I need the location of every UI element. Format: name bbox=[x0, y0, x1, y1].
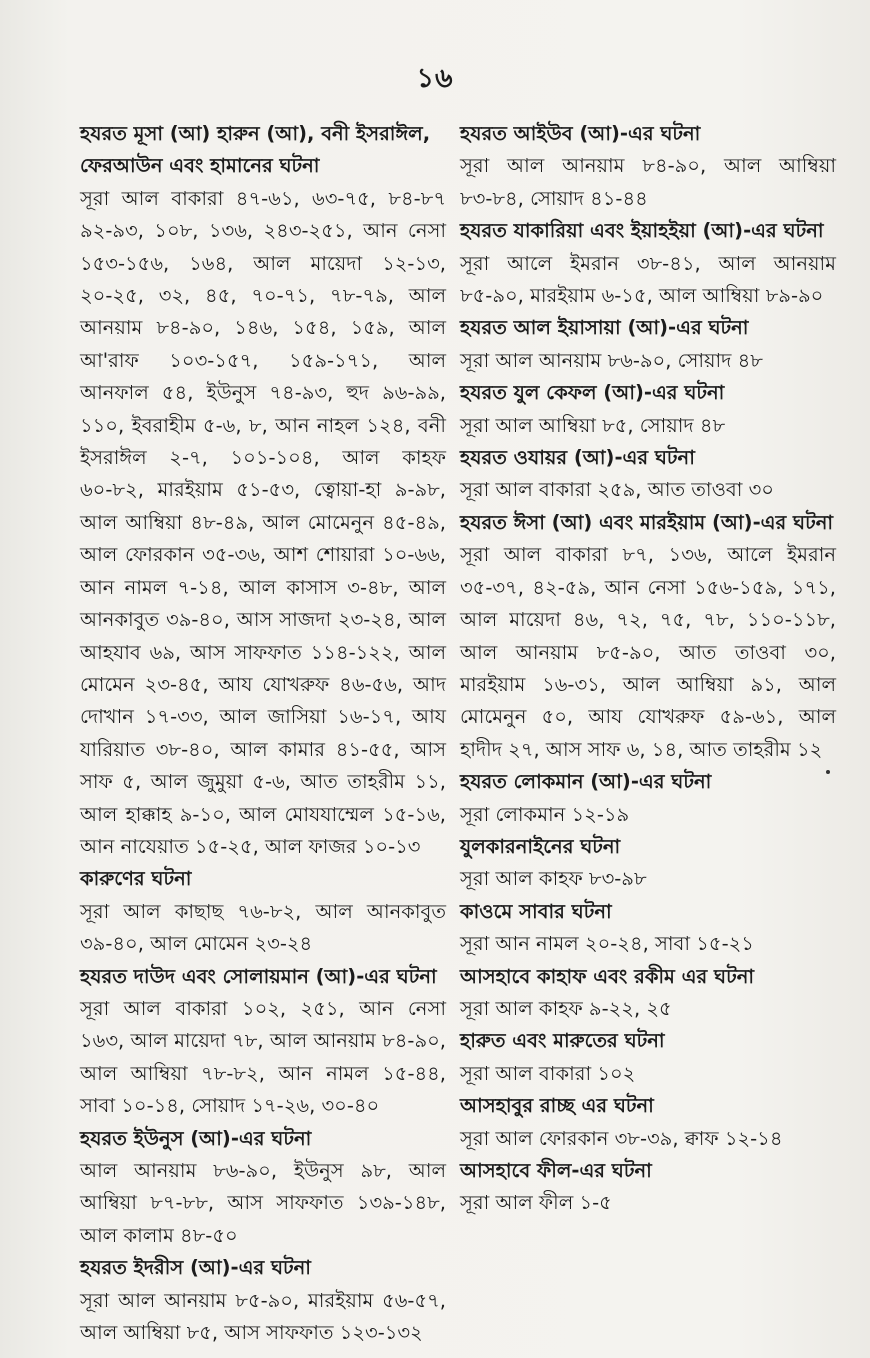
entry-refs: সূরা আল বাকারা ৪৭-৬১, ৬৩-৭৫, ৮৪-৮৭ ৯২-৯৩, ১০৮, ১৩৬, ২৪৩-২৫১, আন নেসা ১৫৩-১৫৬, ১৬৪, আল মায়েদা ১২-১৩, ২০-২৫, ৩২, ৪৫, ৭০-৭১, ৭৮-৭৯, আল আনয়াম ৮৪-৯০, ১৪৬, ১৫৪, ১৫৯, আল আ'রাফ ১০৩-১৫৭, ১৫৯-১৭১, আল আনফাল ৫৪, ইউনুস ৭৪-৯৩, হুদ ৯৬-৯৯, ১১০, ইবরাহীম ৫-৬, ৮, আন নাহল ১২৪, বনী ইসরাঈল ২-৭, ১০১-১০৪, আল কাহফ ৬০-৮২, মারইয়াম ৫১-৫৩, ত্বোয়া-হা ৯-৯৮, আল আম্বিয়া ৪৮-৪৯, আল মোমেনুন ৪৫-৪৯, আল ফোরকান ৩৫-৩৬, আশ শোয়ারা ১০-৬৬, আন নামল ৭-১৪, আল কাসাস ৩-৪৮, আল আনকাবুত ৩৯-৪০, আস সাজদা ২৩-২৪, আল আহযাব ৬৯, আস সাফফাত ১১৪-১২২, আল মোমেন ২৩-৪৫, আয যোখরুফ ৪৬-৫৬, আদ দোখান ১৭-৩৩, আল জাসিয়া ১৬-১৭, আয যারিয়াত ৩৮-৪০, আল কামার ৪১-৫৫, আস সাফ ৫, আল জুমুয়া ৫-৬, আত তাহরীম ১১, আল হাক্কাহ ৯-১০, আল মোযযাম্মেল ১৫-১৬, আন নাযেয়াত ১৫-২৫, আল ফাজর ১০-১৩ bbox=[80, 186, 446, 858]
entry-isa-maryam bbox=[460, 507, 836, 766]
entry-zulkifl bbox=[460, 377, 836, 442]
entry-heading: কারুণের ঘটনা bbox=[80, 867, 192, 891]
entry-heading: আসহাবুর রাচ্ছ এর ঘটনা bbox=[460, 1094, 654, 1118]
entry-refs: সূরা আল বাকারা ৮৭, ১৩৬, আলে ইমরান ৩৫-৩৭, ৪২-৫৯, আন নেসা ১৫৬-১৫৯, ১৭১, আল মায়েদা ৪৬, ৭২, ৭৫, ৭৮, ১১০-১১৮, আল আনয়াম ৮৫-৯০, আত তাওবা ৩০, মারইয়াম ১৬-৩১, আল আম্বিয়া ৯১, আল মোমেনুন ৫০, আয যোখরুফ ৫৯-৬১, আল হাদীদ ২৭, আস সাফ ৬, ১৪, আত তাহরীম ১২ bbox=[460, 543, 836, 761]
entry-refs: সূরা আল বাকারা ১০২, ২৫১, আন নেসা ১৬৩, আল মায়েদা ৭৮, আল আনয়াম ৮৪-৯০, আল আম্বিয়া ৭৮-৮২, আন নামল ১৫-৪৪, সাবা ১০-১৪, সোয়াদ ১৭-২৬, ৩০-৪০ bbox=[80, 996, 446, 1118]
entry-heading: হযরত আইউব (আ)-এর ঘটনা bbox=[460, 122, 701, 145]
entry-ashab-kahf bbox=[460, 961, 836, 1026]
entry-daud-solayman bbox=[80, 961, 446, 1123]
right-column bbox=[460, 118, 836, 1220]
entry-refs: আল আনয়াম ৮৬-৯০, ইউনুস ৯৮, আল আম্বিয়া ৮৭-৮৮, আস সাফফাত ১৩৯-১৪৮, আল কালাম ৪৮-৫০ bbox=[80, 1159, 446, 1247]
entry-yunus bbox=[80, 1123, 446, 1253]
entry-heading: আসহাবে ফীল-এর ঘটনা bbox=[460, 1159, 652, 1182]
entry-refs: সূরা আন নামল ২০-২৪, সাবা ১৫-২১ bbox=[460, 932, 754, 956]
entry-zakariya-yahya bbox=[460, 215, 836, 312]
page-number: ১৬ bbox=[416, 63, 454, 94]
entry-refs: সূরা আল আনয়াম ৮৬-৯০, সোয়াদ ৪৮ bbox=[460, 348, 763, 372]
entry-refs: সূরা আল আম্বিয়া ৮৫, সোয়াদ ৪৮ bbox=[460, 413, 726, 437]
entry-heading: হযরত ওযায়র (আ)-এর ঘটনা bbox=[460, 446, 695, 470]
entry-heading: কাওমে সাবার ঘটনা bbox=[460, 899, 612, 923]
entry-heading: আসহাবে কাহাফ এবং রকীম এর ঘটনা bbox=[460, 964, 754, 988]
entry-refs: সূরা আল বাকারা ২৫৯, আত তাওবা ৩০ bbox=[460, 478, 774, 502]
entry-heading: হযরত লোকমান (আ)-এর ঘটনা bbox=[460, 770, 712, 794]
entry-alyasa bbox=[460, 312, 836, 377]
entry-refs: সূরা আল ফোরকান ৩৮-৩৯, ক্বাফ ১২-১৪ bbox=[460, 1126, 783, 1150]
entry-uzayr bbox=[460, 442, 836, 507]
entry-saba bbox=[460, 896, 836, 961]
entry-refs: সূরা লোকমান ১২-১৯ bbox=[460, 802, 630, 826]
entry-refs: সূরা আল আনয়াম ৮৫-৯০, মারইয়াম ৫৬-৫৭, আল আম্বিয়া ৮৫, আস সাফফাত ১২৩-১৩২ bbox=[80, 1288, 446, 1345]
entry-heading: হযরত ঈসা (আ) এবং মারইয়াম (আ)-এর ঘটনা bbox=[460, 510, 833, 534]
entry-refs: সূরা আল বাকারা ১০২ bbox=[460, 1061, 636, 1085]
entry-musa bbox=[80, 118, 446, 863]
left-column bbox=[80, 118, 446, 1349]
entry-idris bbox=[80, 1252, 446, 1349]
entry-heading: হযরত দাউদ এবং সোলায়মান (আ)-এর ঘটনা bbox=[80, 964, 437, 988]
entry-refs: সূরা আল ফীল ১-৫ bbox=[460, 1191, 612, 1215]
entry-zulqarnain bbox=[460, 831, 836, 896]
entry-karun bbox=[80, 863, 446, 960]
entry-ayub bbox=[460, 118, 836, 215]
entry-heading: হারুত এবং মারুতের ঘটনা bbox=[460, 1029, 665, 1053]
entry-heading: হযরত মূসা (আ) হারুন (আ), বনী ইসরাঈল, ফেরআউন এবং হামানের ঘটনা bbox=[80, 122, 431, 178]
entry-luqman bbox=[460, 766, 836, 831]
entry-heading: হযরত ইদরীস (আ)-এর ঘটনা bbox=[80, 1256, 311, 1280]
entry-heading: হযরত আল ইয়াসায়া (আ)-এর ঘটনা bbox=[460, 316, 749, 340]
entry-refs: সূরা আল কাছাছ ৭৬-৮২, আল আনকাবুত ৩৯-৪০, আল মোমেন ২৩-২৪ bbox=[80, 899, 446, 956]
entry-refs: সূরা আল কাহফ ৯-২২, ২৫ bbox=[460, 996, 672, 1020]
entry-heading: হযরত যুল কেফল (আ)-এর ঘটনা bbox=[460, 381, 725, 405]
entry-ashab-fil bbox=[460, 1155, 836, 1220]
entry-heading: হযরত ইউনুস (আ)-এর ঘটনা bbox=[80, 1126, 312, 1150]
entry-refs: সূরা আলে ইমরান ৩৮-৪১, আল আনয়াম ৮৫-৯০, মারইয়াম ৬-১৫, আল আম্বিয়া ৮৯-৯০ bbox=[460, 251, 836, 308]
ink-speck bbox=[826, 770, 830, 774]
entry-refs: সূরা আল আনয়াম ৮৪-৯০, আল আম্বিয়া ৮৩-৮৪, সোয়াদ ৪১-৪৪ bbox=[460, 154, 836, 210]
entry-heading: হযরত যাকারিয়া এবং ইয়াহইয়া (আ)-এর ঘটনা bbox=[460, 219, 824, 243]
entry-harut-marut bbox=[460, 1025, 836, 1090]
entry-refs: সূরা আল কাহফ ৮৩-৯৮ bbox=[460, 867, 647, 891]
entry-ashab-rass bbox=[460, 1090, 836, 1155]
entry-heading: যুলকারনাইনের ঘটনা bbox=[460, 834, 621, 858]
